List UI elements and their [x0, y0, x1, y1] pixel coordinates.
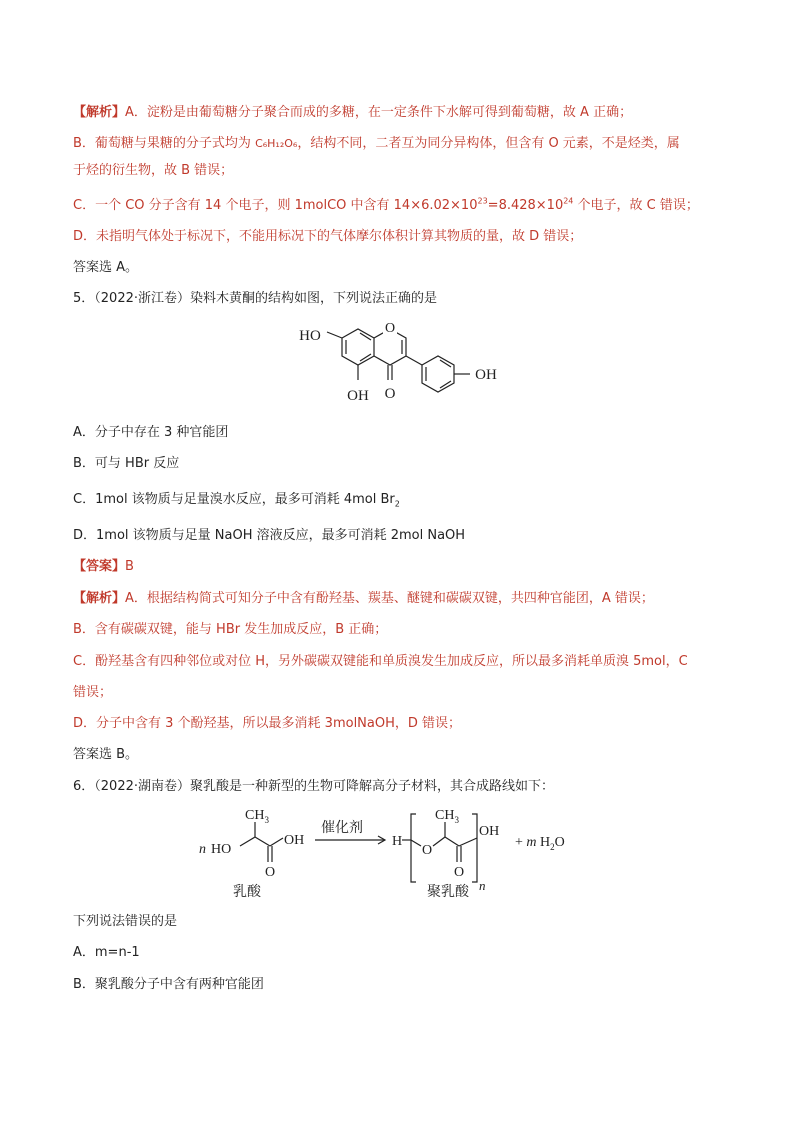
q5-answer — [73, 558, 134, 576]
text: C．1mol 该物质与足量溴水反应，最多可消耗 4mol Br — [73, 492, 395, 507]
ch3-right: $CH_3$ — [435, 808, 459, 825]
answer-label: 【答案】 — [73, 559, 126, 574]
q5-option-c — [73, 491, 400, 509]
o-chain-label: O — [422, 843, 433, 858]
o-poly-label: O — [454, 865, 465, 880]
text: 个电子，故 C 错误； — [573, 198, 699, 213]
genistein-structure — [290, 318, 510, 410]
q4-analysis-b2: 于烃的衍生物，故 B 错误； — [73, 163, 234, 178]
analysis-text: A．淀粉是由葡萄糖分子聚合而成的多糖，在一定条件下水解可得到葡萄糖，故 A 正确； — [125, 105, 633, 120]
q5-option-b: B．可与 HBr 反应 — [73, 456, 180, 471]
q4-analysis-d: D．未指明气体处于标况下，不能用标况下的气体摩尔体积计算其物质的量，故 D 错误； — [73, 229, 583, 244]
text: ，结构不同，二者互为同分异构体，但含有 O 元素，不是烃类，属 — [297, 136, 680, 151]
q5-answer-final: 答案选 B。 — [73, 747, 139, 762]
q5-option-a: A．分子中存在 3 种官能团 — [73, 425, 229, 440]
polylactic-acid-name: 聚乳酸 — [427, 885, 469, 900]
q6-stem: 6．（2022·湖南卷）聚乳酸是一种新型的生物可降解高分子材料，其合成路线如下： — [73, 779, 554, 794]
q4-answer: 答案选 A。 — [73, 260, 139, 275]
catalyst-label: 催化剂 — [321, 821, 363, 836]
oh-bottom-label: OH — [347, 388, 369, 404]
n-coefficient: n — [199, 842, 206, 857]
text: =8.428×10 — [487, 198, 564, 213]
polylactic-acid-scheme — [195, 806, 605, 906]
water-term: + m $H_2O$ — [515, 835, 565, 852]
q5-analysis-c1: C．酚羟基含有四种邻位或对位 H，另外碳碳双键能和单质溴发生加成反应，所以最多消耗单质溴 5mol，C — [73, 654, 688, 669]
n-subscript: n — [479, 878, 486, 893]
ketone-oxygen-label: O — [384, 386, 396, 402]
h-end-label: H — [392, 834, 403, 849]
q4-analysis-b1 — [73, 135, 680, 153]
q5-analysis-d: D．分子中含有 3 个酚羟基，所以最多消耗 3molNaOH，D 错误； — [73, 716, 462, 731]
oh-acid-label: OH — [284, 833, 305, 848]
ring-oxygen-label: O — [384, 321, 396, 336]
q6-option-b: B．聚乳酸分子中含有两种官能团 — [73, 977, 264, 992]
q4-analysis-c — [73, 197, 699, 215]
analysis-text: A．根据结构简式可知分子中含有酚羟基、羰基、醚键和碳碳双键，共四种官能团，A 错误； — [125, 591, 654, 606]
o-acid-label: O — [265, 865, 276, 880]
ho-left-label: HO — [299, 328, 321, 344]
exponent: 23 — [477, 196, 488, 206]
text: C．一个 CO 分子含有 14 个电子，则 1molCO 中含有 14×6.02×10 — [73, 198, 478, 213]
q5-analysis-c2: 错误； — [73, 685, 113, 700]
subscript: 2 — [394, 499, 400, 509]
text: B．葡萄糖与果糖的分子式均为 — [73, 136, 256, 151]
q4-analysis-a — [73, 104, 632, 122]
lactic-acid-name: 乳酸 — [233, 885, 261, 900]
formula: C₆H₁₂O₆ — [255, 137, 298, 150]
q5-stem: 5．（2022·浙江卷）染料木黄酮的结构如图，下列说法正确的是 — [73, 291, 437, 306]
ho-label: HO — [211, 842, 232, 857]
q6-question: 下列说法错误的是 — [73, 914, 178, 929]
exponent: 24 — [563, 196, 574, 206]
oh-end-label: OH — [479, 824, 500, 839]
analysis-label: 【解析】 — [73, 591, 126, 606]
analysis-label: 【解析】 — [73, 105, 126, 120]
q5-analysis-a — [73, 590, 654, 608]
oh-right-label: OH — [475, 367, 497, 383]
q5-analysis-b: B．含有碳碳双键，能与 HBr 发生加成反应，B 正确； — [73, 622, 388, 637]
answer-value: B — [125, 559, 134, 574]
ch3-left: $CH_3$ — [245, 808, 269, 825]
q6-option-a: A．m=n-1 — [73, 945, 140, 960]
q5-option-d: D．1mol 该物质与足量 NaOH 溶液反应，最多可消耗 2mol NaOH — [73, 528, 466, 543]
